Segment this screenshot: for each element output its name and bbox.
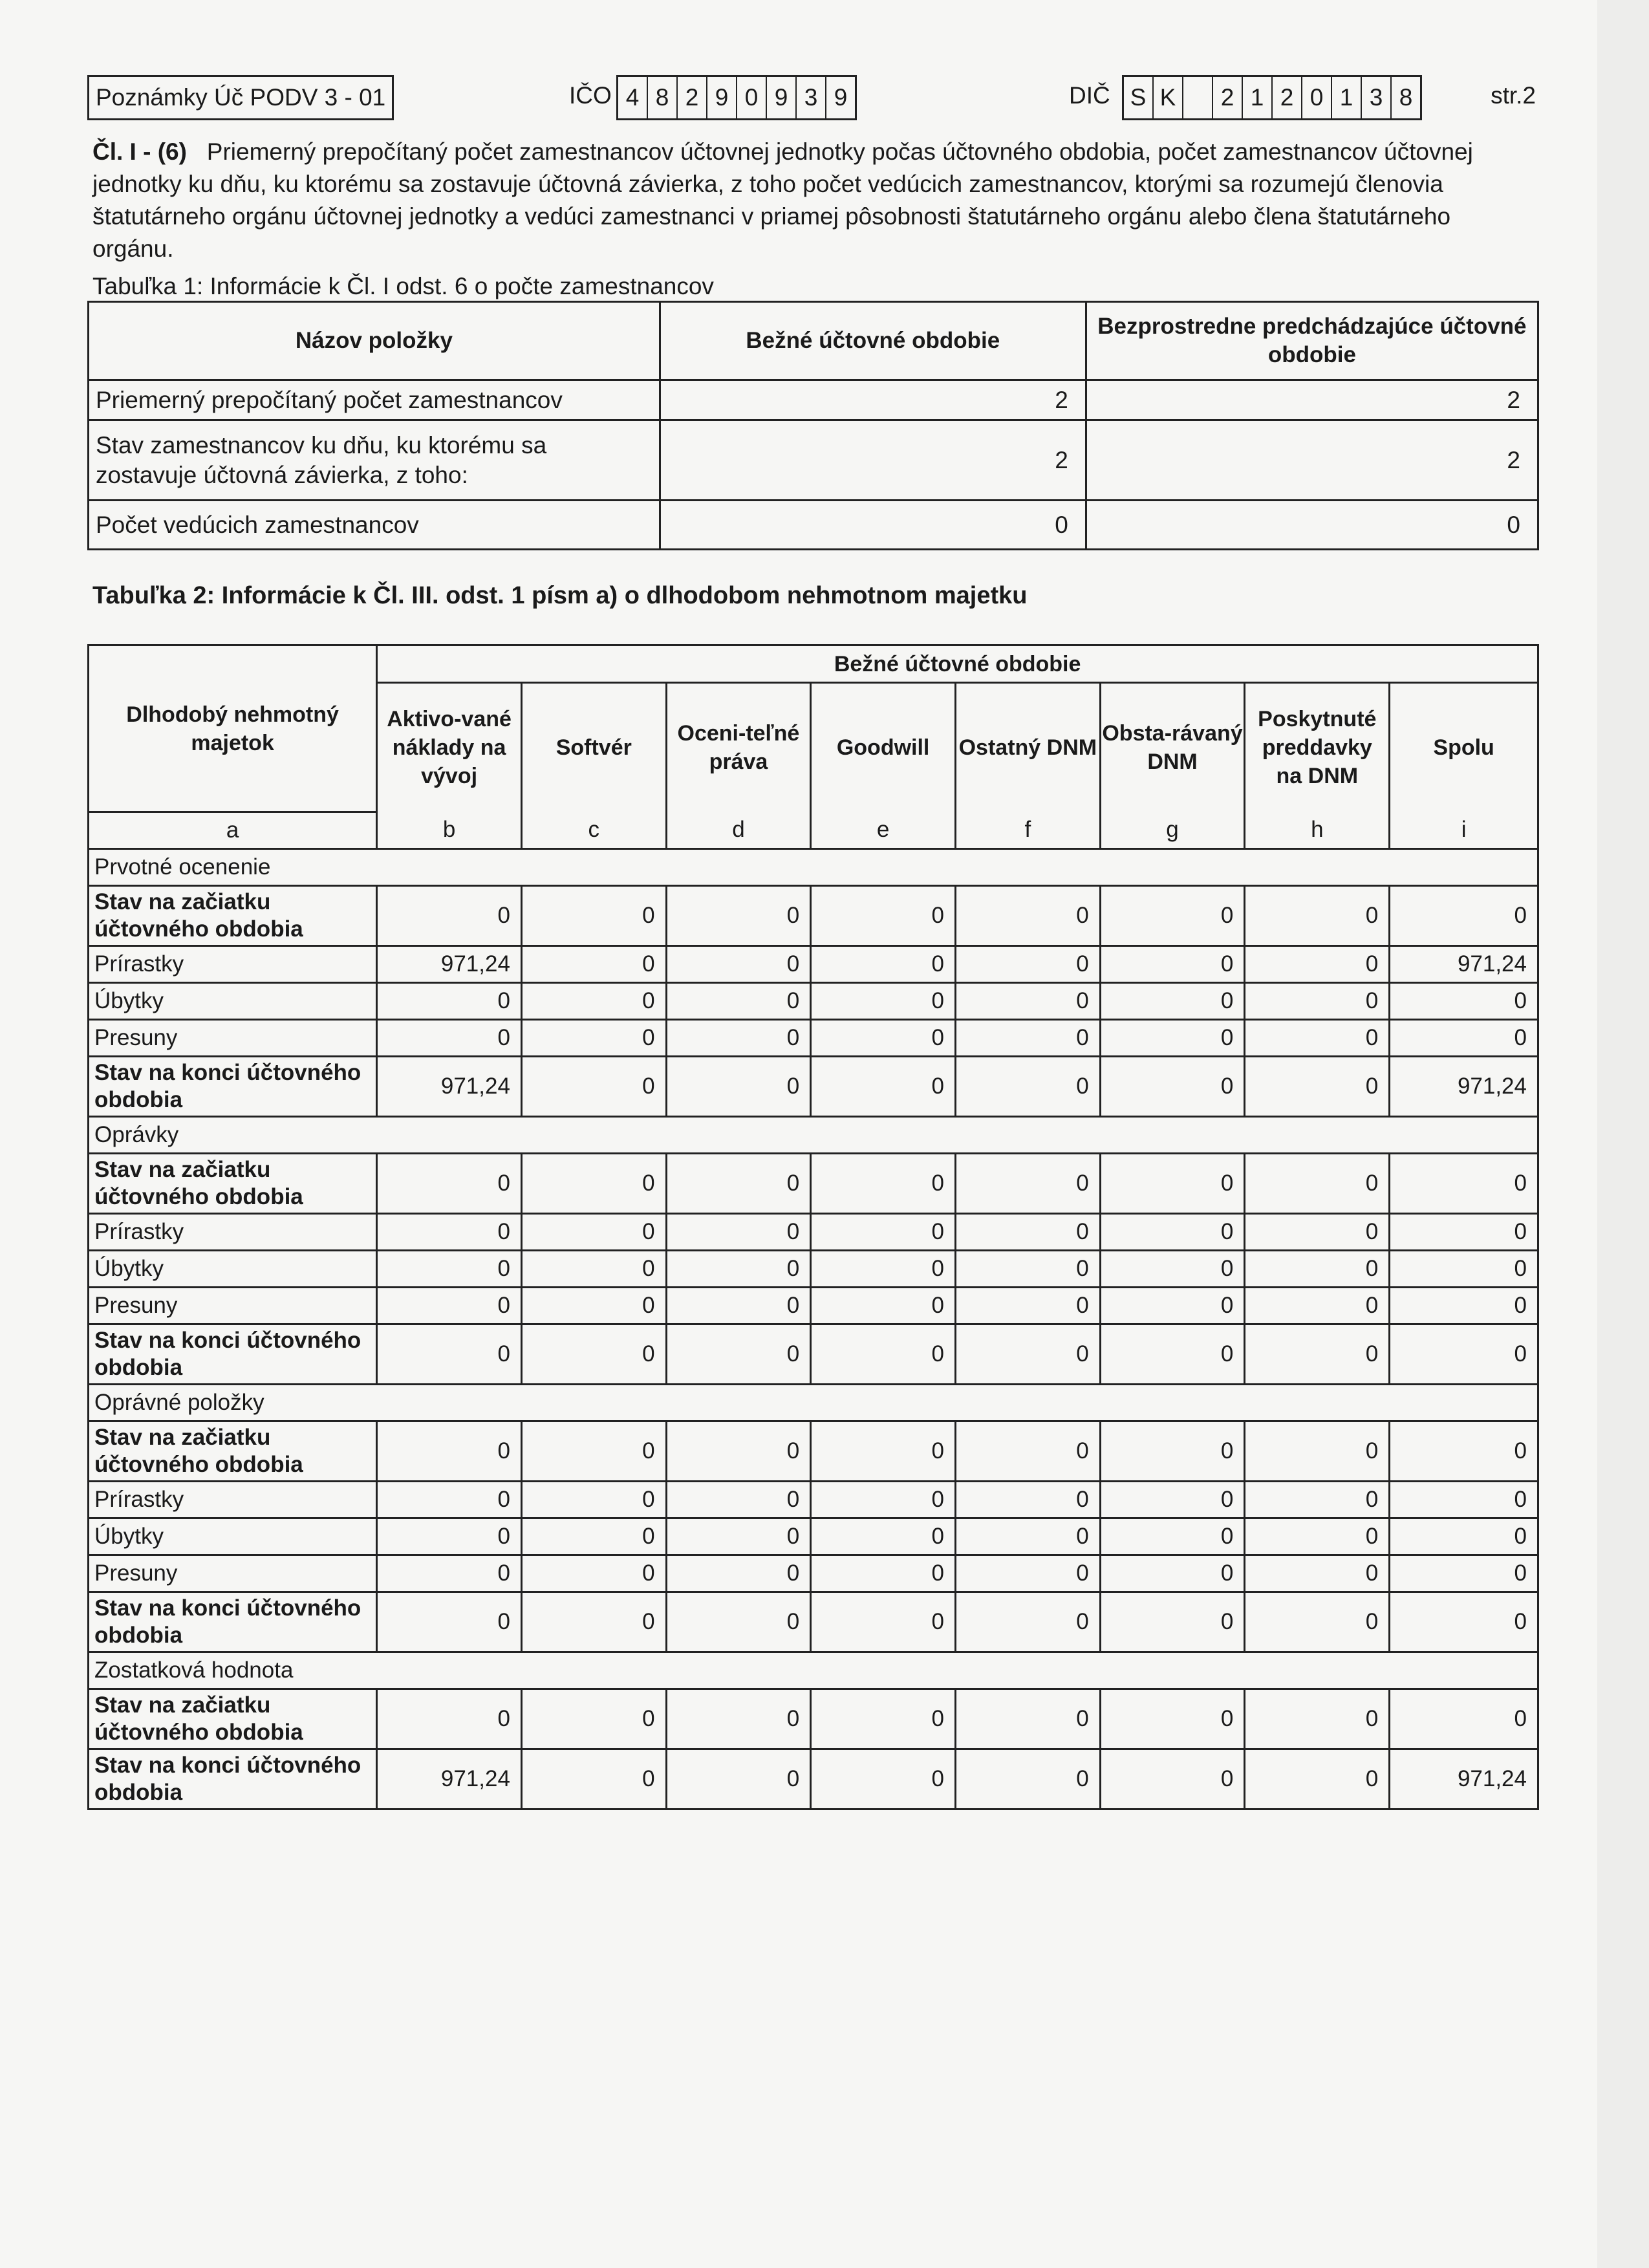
dic-char: 0	[1302, 77, 1332, 118]
intro-paragraph	[92, 136, 1535, 265]
t2-cell: 0	[377, 1421, 522, 1482]
table-row	[89, 1020, 1538, 1057]
t2-cell: 0	[811, 1749, 956, 1809]
t2-cell: 971,24	[1390, 946, 1538, 983]
t2-cell: 0	[1100, 983, 1245, 1020]
dic-label: DIČ	[1069, 82, 1110, 109]
t2-cell: 0	[1390, 1555, 1538, 1592]
t2-cell: 0	[666, 1518, 811, 1555]
page-number: str.2	[1491, 82, 1536, 109]
t2-row-label: Úbytky	[89, 983, 377, 1020]
t2-letter: b	[377, 812, 522, 849]
t2-cell: 0	[1100, 1421, 1245, 1482]
t2-cell: 0	[1245, 946, 1390, 983]
t1-cell-current: 2	[660, 420, 1086, 501]
t2-cell: 0	[521, 1020, 666, 1057]
t2-cell: 0	[956, 1288, 1101, 1324]
t2-cell: 0	[811, 1251, 956, 1288]
t2-cell: 0	[1390, 1324, 1538, 1385]
t1-header-previous: Bezprostredne predchádzajúce účtovné obdobie	[1086, 302, 1538, 380]
t2-cell: 0	[1245, 1555, 1390, 1592]
ico-cells	[616, 75, 857, 120]
t2-cell: 0	[1390, 886, 1538, 946]
t2-col-header: Poskytnuté preddavky na DNM	[1245, 683, 1390, 812]
table-row	[89, 1251, 1538, 1288]
ico-digit: 9	[767, 77, 797, 118]
t2-row-label: Stav na začiatku účtovného obdobia	[89, 1689, 377, 1749]
t2-cell: 0	[1245, 1421, 1390, 1482]
intangible-assets-table	[87, 644, 1539, 1810]
t2-section-title: Zostatková hodnota	[89, 1652, 1538, 1689]
t2-cell: 0	[1100, 946, 1245, 983]
t2-cell: 0	[666, 1214, 811, 1251]
t2-cell: 0	[956, 1324, 1101, 1385]
t2-cell: 0	[1245, 1057, 1390, 1117]
t2-cell: 0	[521, 1482, 666, 1518]
t2-row-label: Presuny	[89, 1555, 377, 1592]
t2-cell: 0	[666, 1288, 811, 1324]
t2-letter: d	[666, 812, 811, 849]
t2-cell: 0	[521, 1689, 666, 1749]
t2-cell: 0	[1245, 983, 1390, 1020]
t2-letter: h	[1245, 812, 1390, 849]
t2-cell: 0	[521, 1057, 666, 1117]
t1-cell-previous: 2	[1086, 420, 1538, 501]
ico-digit: 3	[797, 77, 826, 118]
t2-cell: 0	[1245, 886, 1390, 946]
t2-cell: 0	[666, 1057, 811, 1117]
t2-cell: 0	[956, 1154, 1101, 1214]
t2-cell: 0	[377, 1288, 522, 1324]
t2-cell: 0	[1100, 1324, 1245, 1385]
dic-char: 8	[1399, 84, 1413, 111]
t2-cell: 0	[811, 1057, 956, 1117]
t2-row-label: Presuny	[89, 1020, 377, 1057]
t2-cell: 0	[956, 1251, 1101, 1288]
t2-row-label: Stav na konci účtovného obdobia	[89, 1057, 377, 1117]
t2-col-header: Ostatný DNM	[956, 683, 1101, 812]
t2-cell: 0	[1245, 1214, 1390, 1251]
dic-char	[1183, 77, 1213, 118]
t2-cell: 0	[377, 1020, 522, 1057]
t2-section-row	[89, 849, 1538, 886]
t2-cell: 0	[521, 1749, 666, 1809]
dic-char: 3	[1362, 77, 1392, 118]
t2-cell: 0	[1100, 1749, 1245, 1809]
t2-cell: 971,24	[377, 946, 522, 983]
t2-cell: 0	[1245, 1154, 1390, 1214]
t2-cell: 0	[666, 1251, 811, 1288]
table-row	[89, 1689, 1538, 1749]
t2-cell: 971,24	[1390, 1749, 1538, 1809]
table-row	[89, 1482, 1538, 1518]
t2-cell: 0	[521, 1251, 666, 1288]
ico-digit: 0	[737, 77, 767, 118]
t2-row-label: Prírastky	[89, 946, 377, 983]
t2-cell: 0	[1100, 1288, 1245, 1324]
t2-col-header: Spolu	[1390, 683, 1538, 812]
t2-cell: 0	[811, 1518, 956, 1555]
t2-cell: 0	[666, 946, 811, 983]
t2-cell: 0	[666, 983, 811, 1020]
t2-letter: g	[1100, 812, 1245, 849]
t2-row-header: Dlhodobý nehmotný majetok	[89, 645, 377, 812]
t2-cell: 971,24	[1390, 1057, 1538, 1117]
t2-cell: 0	[666, 1154, 811, 1214]
dic-char: 2	[1213, 77, 1243, 118]
t2-letter: f	[956, 812, 1101, 849]
t2-cell: 0	[1100, 1555, 1245, 1592]
table2-caption: Tabuľka 2: Informácie k Čl. III. odst. 1 písm a) o dlhodobom nehmotnom majetku	[92, 582, 1028, 609]
t2-cell: 0	[1100, 1214, 1245, 1251]
t2-col-header: Obsta-rávaný DNM	[1100, 683, 1245, 812]
t2-cell: 0	[956, 886, 1101, 946]
t2-cell: 0	[377, 1154, 522, 1214]
t2-cell: 0	[521, 1592, 666, 1652]
table-row	[89, 1518, 1538, 1555]
t2-cell: 0	[377, 1482, 522, 1518]
t2-cell: 0	[811, 983, 956, 1020]
t2-cell: 0	[1390, 1020, 1538, 1057]
table-row	[89, 1421, 1538, 1482]
t2-cell: 0	[1390, 1421, 1538, 1482]
t2-cell: 0	[1390, 1689, 1538, 1749]
t2-cell: 0	[811, 1324, 956, 1385]
t2-cell: 0	[1245, 1749, 1390, 1809]
t2-row-label: Stav na začiatku účtovného obdobia	[89, 1421, 377, 1482]
t2-cell: 0	[1100, 1592, 1245, 1652]
t2-cell: 0	[666, 1592, 811, 1652]
t2-cell: 0	[377, 1689, 522, 1749]
t2-cell: 0	[521, 1154, 666, 1214]
t2-cell: 0	[1100, 1251, 1245, 1288]
t2-cell: 0	[1100, 1518, 1245, 1555]
t2-section-title: Prvotné ocenenie	[89, 849, 1538, 886]
t2-cell: 0	[1245, 1020, 1390, 1057]
table-row	[89, 1749, 1538, 1809]
t2-row-label: Stav na konci účtovného obdobia	[89, 1592, 377, 1652]
t2-period-header: Bežné účtovné obdobie	[377, 645, 1538, 683]
t2-cell: 0	[956, 1482, 1101, 1518]
t2-cell: 0	[666, 1689, 811, 1749]
dic-char: 1	[1332, 77, 1362, 118]
t2-cell: 0	[956, 983, 1101, 1020]
form-header	[87, 72, 1536, 122]
t2-cell: 0	[521, 1214, 666, 1251]
t2-cell: 0	[1245, 1518, 1390, 1555]
t2-row-label: Stav na začiatku účtovného obdobia	[89, 1154, 377, 1214]
intro-text: Priemerný prepočítaný počet zamestnancov účtovnej jednotky počas účtovného obdobia, počet zamestnancov účtovnej jednotky ku dňu, ku ktorému sa zostavuje účtovná závierka, z toho počet vedúcich zamestnancov, ktorými sa rozumejú členovia štatutárneho orgánu účtovnej jednotky a vedúci zamestnanci v priamej pôsobnosti štatutárneho orgánu alebo člena štatutárneho orgánu.	[92, 138, 1473, 262]
t2-cell: 0	[811, 1421, 956, 1482]
t1-cell-current: 2	[660, 380, 1086, 420]
ico-label: IČO	[569, 82, 612, 109]
t2-cell: 0	[521, 946, 666, 983]
t2-cell: 0	[377, 1324, 522, 1385]
t2-cell: 0	[666, 1020, 811, 1057]
t2-cell: 0	[956, 1020, 1101, 1057]
t2-cell: 0	[377, 983, 522, 1020]
t1-header-item: Názov položky	[89, 302, 660, 380]
form-label-box: Poznámky Úč PODV 3 - 01	[87, 75, 394, 120]
t2-cell: 0	[956, 1214, 1101, 1251]
article-ref: Čl. I - (6)	[92, 138, 187, 165]
t1-cell-previous: 2	[1086, 380, 1538, 420]
t1-header-current: Bežné účtovné obdobie	[660, 302, 1086, 380]
table1-caption: Tabuľka 1: Informácie k Čl. I odst. 6 o počte zamestnancov	[92, 273, 714, 299]
t2-cell: 0	[666, 1749, 811, 1809]
t1-cell-previous: 0	[1086, 501, 1538, 550]
t2-cell: 971,24	[377, 1057, 522, 1117]
t2-section-title: Oprávky	[89, 1117, 1538, 1154]
t2-cell: 0	[1245, 1592, 1390, 1652]
t2-cell: 0	[956, 1689, 1101, 1749]
table-row	[89, 886, 1538, 946]
ico-digit: 9	[707, 77, 737, 118]
t2-col-header: Oceni-teľné práva	[666, 683, 811, 812]
t2-row-label: Úbytky	[89, 1251, 377, 1288]
t2-col-header: Softvér	[521, 683, 666, 812]
scan-edge	[1597, 0, 1649, 2268]
t2-cell: 0	[666, 1482, 811, 1518]
t2-cell: 0	[666, 1555, 811, 1592]
employees-table	[87, 301, 1539, 550]
t2-letter: a	[89, 812, 377, 849]
t2-letter: i	[1390, 812, 1538, 849]
t2-col-header: Aktivo-vané náklady na vývoj	[377, 683, 522, 812]
t2-cell: 0	[1100, 1057, 1245, 1117]
t2-cell: 0	[811, 1592, 956, 1652]
t2-cell: 0	[1390, 1154, 1538, 1214]
table-row	[89, 1288, 1538, 1324]
t2-section-row	[89, 1652, 1538, 1689]
t2-cell: 0	[666, 1421, 811, 1482]
t2-cell: 0	[521, 1288, 666, 1324]
t2-cell: 0	[1390, 1482, 1538, 1518]
t2-cell: 0	[1390, 1592, 1538, 1652]
table-row	[89, 983, 1538, 1020]
t2-cell: 0	[1100, 1482, 1245, 1518]
t2-cell: 0	[956, 1518, 1101, 1555]
t2-cell: 0	[521, 1518, 666, 1555]
dic-char: K	[1154, 77, 1183, 118]
table-row	[89, 1154, 1538, 1214]
t2-row-label: Prírastky	[89, 1214, 377, 1251]
t2-letter: e	[811, 812, 956, 849]
t2-cell: 0	[521, 886, 666, 946]
t2-cell: 0	[811, 1020, 956, 1057]
dic-cells	[1122, 75, 1422, 120]
t2-cell: 0	[1100, 1154, 1245, 1214]
dic-char: S	[1124, 77, 1154, 118]
t2-cell: 0	[956, 1057, 1101, 1117]
t2-cell: 0	[1245, 1482, 1390, 1518]
t2-cell: 0	[811, 1214, 956, 1251]
t1-row-label: Počet vedúcich zamestnancov	[89, 501, 660, 550]
t2-cell: 0	[1100, 1020, 1245, 1057]
t2-cell: 0	[956, 1555, 1101, 1592]
t2-row-label: Stav na konci účtovného obdobia	[89, 1749, 377, 1809]
t2-cell: 0	[811, 1154, 956, 1214]
t2-cell: 0	[1390, 983, 1538, 1020]
t2-cell: 0	[811, 886, 956, 946]
t2-cell: 0	[377, 1592, 522, 1652]
t2-cell: 0	[811, 1555, 956, 1592]
t2-cell: 0	[666, 1324, 811, 1385]
t2-cell: 0	[377, 886, 522, 946]
t2-cell: 0	[377, 1555, 522, 1592]
ico-digit: 9	[834, 84, 848, 111]
t1-row-label: Priemerný prepočítaný počet zamestnancov	[89, 380, 660, 420]
t2-cell: 0	[521, 983, 666, 1020]
t2-cell: 0	[521, 1324, 666, 1385]
t2-cell: 0	[811, 1689, 956, 1749]
t2-cell: 0	[956, 1749, 1101, 1809]
t2-cell: 0	[956, 946, 1101, 983]
t2-cell: 971,24	[377, 1749, 522, 1809]
t2-cell: 0	[956, 1421, 1101, 1482]
t2-cell: 0	[1245, 1689, 1390, 1749]
t2-row-label: Stav na konci účtovného obdobia	[89, 1324, 377, 1385]
ico-digit: 8	[648, 77, 678, 118]
table-row	[89, 1324, 1538, 1385]
t2-cell: 0	[1245, 1288, 1390, 1324]
t2-letter: c	[521, 812, 666, 849]
ico-digit: 2	[678, 77, 707, 118]
table-row	[89, 1214, 1538, 1251]
table-row	[89, 1057, 1538, 1117]
t2-cell: 0	[811, 946, 956, 983]
t2-col-header: Goodwill	[811, 683, 956, 812]
t2-cell: 0	[377, 1518, 522, 1555]
t2-row-label: Presuny	[89, 1288, 377, 1324]
dic-char: 1	[1243, 77, 1273, 118]
t2-cell: 0	[1390, 1518, 1538, 1555]
t1-cell-current: 0	[660, 501, 1086, 550]
table-row	[89, 1592, 1538, 1652]
t2-cell: 0	[377, 1251, 522, 1288]
t1-row-label: Stav zamestnancov ku dňu, ku ktorému sa zostavuje účtovná závierka, z toho:	[89, 420, 660, 501]
t2-cell: 0	[1245, 1251, 1390, 1288]
dic-char: 2	[1273, 77, 1302, 118]
t2-section-title: Oprávné položky	[89, 1385, 1538, 1421]
table-row	[89, 1555, 1538, 1592]
t2-cell: 0	[521, 1421, 666, 1482]
t2-section-row	[89, 1117, 1538, 1154]
t2-cell: 0	[521, 1555, 666, 1592]
ico-digit: 4	[618, 77, 648, 118]
t2-section-row	[89, 1385, 1538, 1421]
t2-cell: 0	[1245, 1324, 1390, 1385]
t2-cell: 0	[377, 1214, 522, 1251]
t2-row-label: Stav na začiatku účtovného obdobia	[89, 886, 377, 946]
t2-row-label: Prírastky	[89, 1482, 377, 1518]
t2-cell: 0	[811, 1482, 956, 1518]
t2-cell: 0	[1100, 886, 1245, 946]
table-row	[89, 946, 1538, 983]
t2-row-label: Úbytky	[89, 1518, 377, 1555]
t2-cell: 0	[1100, 1689, 1245, 1749]
t2-cell: 0	[666, 886, 811, 946]
t2-cell: 0	[811, 1288, 956, 1324]
t2-cell: 0	[1390, 1214, 1538, 1251]
t2-cell: 0	[956, 1592, 1101, 1652]
t2-cell: 0	[1390, 1251, 1538, 1288]
t2-cell: 0	[1390, 1288, 1538, 1324]
